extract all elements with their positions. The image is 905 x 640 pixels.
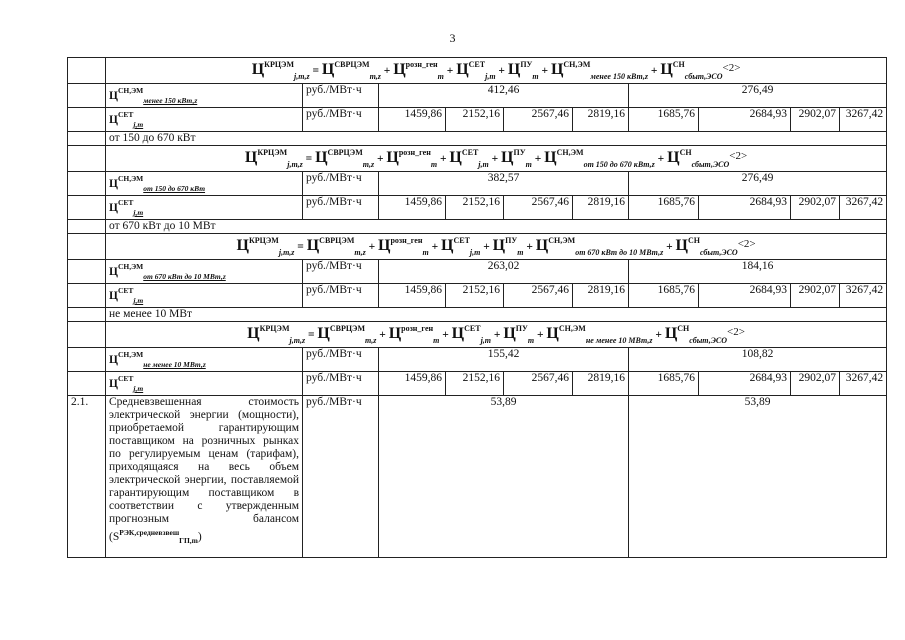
num-cell-empty xyxy=(68,84,106,108)
formula-term-rozn-gen: $Ц^{розн\_ген}_m$ xyxy=(386,148,438,169)
num-cell-empty xyxy=(68,146,106,172)
formula-term-rozn-gen: $Ц^{розн\_ген}_m$ xyxy=(393,60,444,81)
cn-em-value-1: 263,02 xyxy=(379,260,629,284)
unit-cell: руб./МВт·ч xyxy=(303,348,379,372)
cn-em-value-1: 382,57 xyxy=(379,172,629,196)
formula: $Ц^{КРЦЭМ}_{j,m,z} = Ц^{СВРЦЭМ}_{m,z} + Ц^{розн\_ген}_m + Ц^{СЕТ}_{j,m} + Ц^{ПУ}_m + Ц^{СН,ЭМ}_{менее 150 кВт,z} + Ц^{СН}_{сбыт,ЭСО}<2>$ xyxy=(106,58,887,84)
cn-em-row xyxy=(68,348,887,372)
set-value-cell: 2819,16 xyxy=(573,372,629,396)
formula-term-svrcem: $Ц^{СВРЦЭМ}_{m,z}$ xyxy=(315,148,375,169)
unit-cell: руб./МВт·ч xyxy=(303,260,379,284)
cn-em-row xyxy=(68,260,887,284)
set-value-cell: 2684,93 xyxy=(699,108,791,132)
formula-term-rozn-gen: $Ц^{розн\_ген}_m$ xyxy=(378,236,429,257)
formula-term-svrcem: $Ц^{СВРЦЭМ}_{m,z}$ xyxy=(317,324,377,345)
cn-em-label: $Ц^{СН,ЭМ}_{от 150 до 670 кВт}$ xyxy=(106,172,303,196)
formula-term-pu: $Ц^{ПУ}_m$ xyxy=(492,236,524,257)
unit-cell: руб./МВт·ч xyxy=(303,108,379,132)
cn-em-label: $Ц^{СН,ЭМ}_{от 670 кВт до 10 МВт,z}$ xyxy=(106,260,303,284)
formula-term-svrcem: $Ц^{СВРЦЭМ}_{m,z}$ xyxy=(321,60,381,81)
formula-term-set: $Ц^{СЕТ}_{j,m}$ xyxy=(449,148,489,169)
cn-em-value-2: 108,82 xyxy=(629,348,887,372)
set-value-cell: 2152,16 xyxy=(446,284,504,308)
set-value-cell: 2819,16 xyxy=(573,284,629,308)
range-row xyxy=(68,220,887,234)
cn-em-value-2: 184,16 xyxy=(629,260,887,284)
set-value-cell: 3267,42 xyxy=(840,196,887,220)
unit-cell: руб./МВт·ч xyxy=(303,84,379,108)
formula-term-set: $Ц^{СЕТ}_{j,m}$ xyxy=(451,324,492,345)
unit-cell: руб./МВт·ч xyxy=(303,172,379,196)
formula-term-cn-em: $Ц^{СН,ЭМ}_{менее 150 кВт,z}$ xyxy=(550,60,648,81)
set-label: $Ц^{СЕТ}_{j,m}$ xyxy=(106,284,303,308)
formula-term-cn-em: $Ц^{СН,ЭМ}_{от 150 до 670 кВт,z}$ xyxy=(544,148,655,169)
set-value-cell: 2902,07 xyxy=(791,284,840,308)
formula: $Ц^{КРЦЭМ}_{j,m,z} = Ц^{СВРЦЭМ}_{m,z} + Ц^{розн\_ген}_m + Ц^{СЕТ}_{j,m} + Ц^{ПУ}_m + Ц^{СН,ЭМ}_{от 670 кВт до 10 МВт,z} + Ц^{СН}_{сбыт,ЭСО}<2>$ xyxy=(106,234,887,260)
unit-cell: руб./МВт·ч xyxy=(303,396,379,558)
formula-term-set: $Ц^{СЕТ}_{j,m}$ xyxy=(441,236,481,257)
set-value-cell: 1459,86 xyxy=(379,284,446,308)
cn-em-value-1: 412,46 xyxy=(379,84,629,108)
set-value-cell: 1459,86 xyxy=(379,196,446,220)
row-2-1 xyxy=(68,396,887,558)
formula: $Ц^{КРЦЭМ}_{j,m,z} = Ц^{СВРЦЭМ}_{m,z} + Ц^{розн\_ген}_m + Ц^{СЕТ}_{j,m} + Ц^{ПУ}_m + Ц^{СН,ЭМ}_{от 150 до 670 кВт,z} + Ц^{СН}_{сбыт,ЭСО}<2>$ xyxy=(106,146,887,172)
num-cell-empty xyxy=(68,172,106,196)
num-cell-empty xyxy=(68,372,106,396)
num-cell-empty xyxy=(68,196,106,220)
num-cell-empty xyxy=(68,220,106,234)
formula-term-rozn-gen: $Ц^{розн\_ген}_m$ xyxy=(388,324,440,345)
set-label: $Ц^{СЕТ}_{j,m}$ xyxy=(106,108,303,132)
set-value-cell: 2152,16 xyxy=(446,196,504,220)
formula-row xyxy=(68,58,887,84)
set-value-cell: 1685,76 xyxy=(629,196,699,220)
set-value-cell: 2567,46 xyxy=(504,372,573,396)
formula-lhs: $Ц^{КРЦЭМ}_{j,m,z}$ xyxy=(251,60,310,81)
cn-em-label: $Ц^{СН,ЭМ}_{не менее 10 МВт,z}$ xyxy=(106,348,303,372)
set-value-cell: 2902,07 xyxy=(791,108,840,132)
tariff-table xyxy=(67,57,887,558)
set-value-cell: 2567,46 xyxy=(504,196,573,220)
formula-term-svrcem: $Ц^{СВРЦЭМ}_{m,z}$ xyxy=(306,236,366,257)
cn-em-row xyxy=(68,84,887,108)
cn-em-label: $Ц^{СН,ЭМ}_{менее 150 кВт,z}$ xyxy=(106,84,303,108)
num-cell-empty xyxy=(68,132,106,146)
cn-em-value-1: 155,42 xyxy=(379,348,629,372)
set-value-cell: 2902,07 xyxy=(791,196,840,220)
set-value-cell: 2902,07 xyxy=(791,372,840,396)
formula-row xyxy=(68,146,887,172)
unit-cell: руб./МВт·ч xyxy=(303,284,379,308)
formula-term-cn-sbyt: $Ц^{СН}_{сбыт,ЭСО}$ xyxy=(660,60,723,81)
set-value-cell: 2684,93 xyxy=(699,284,791,308)
num-cell-empty xyxy=(68,308,106,322)
row-number: 2.1. xyxy=(68,396,106,558)
formula-term-set: $Ц^{СЕТ}_{j,m}$ xyxy=(456,60,496,81)
formula-term-pu: $Ц^{ПУ}_m$ xyxy=(507,60,539,81)
num-cell-empty xyxy=(68,234,106,260)
row-2-1-value-1: 53,89 xyxy=(379,396,629,558)
cn-em-row xyxy=(68,172,887,196)
formula-term-cn-em: $Ц^{СН,ЭМ}_{не менее 10 МВт,z}$ xyxy=(546,324,653,345)
row-2-1-value-2: 53,89 xyxy=(629,396,887,558)
num-cell-empty xyxy=(68,322,106,348)
num-cell-empty xyxy=(68,284,106,308)
formula-row xyxy=(68,234,887,260)
num-cell-empty xyxy=(68,58,106,84)
set-value-cell: 1459,86 xyxy=(379,372,446,396)
num-cell-empty xyxy=(68,348,106,372)
set-row xyxy=(68,196,887,220)
cn-em-value-2: 276,49 xyxy=(629,84,887,108)
formula-lhs: $Ц^{КРЦЭМ}_{j,m,z}$ xyxy=(236,236,295,257)
cn-em-value-2: 276,49 xyxy=(629,172,887,196)
set-value-cell: 2152,16 xyxy=(446,108,504,132)
formula-term-cn-sbyt: $Ц^{СН}_{сбыт,ЭСО}$ xyxy=(675,236,738,257)
range-label: от 670 кВт до 10 МВт xyxy=(106,220,887,234)
set-row xyxy=(68,284,887,308)
range-label: от 150 до 670 кВт xyxy=(106,132,887,146)
set-value-cell: 3267,42 xyxy=(840,284,887,308)
set-value-cell: 2684,93 xyxy=(699,372,791,396)
formula-lhs: $Ц^{КРЦЭМ}_{j,m,z}$ xyxy=(244,148,303,169)
range-label: не менее 10 МВт xyxy=(106,308,887,322)
range-row xyxy=(68,308,887,322)
set-label: $Ц^{СЕТ}_{j,m}$ xyxy=(106,196,303,220)
set-row xyxy=(68,108,887,132)
set-value-cell: 3267,42 xyxy=(840,372,887,396)
num-cell-empty xyxy=(68,108,106,132)
set-label: $Ц^{СЕТ}_{j,m}$ xyxy=(106,372,303,396)
set-value-cell: 2567,46 xyxy=(504,284,573,308)
set-value-cell: 1685,76 xyxy=(629,284,699,308)
set-value-cell: 2567,46 xyxy=(504,108,573,132)
set-value-cell: 2819,16 xyxy=(573,108,629,132)
formula-lhs: $Ц^{КРЦЭМ}_{j,m,z}$ xyxy=(247,324,306,345)
set-value-cell: 2684,93 xyxy=(699,196,791,220)
unit-cell: руб./МВт·ч xyxy=(303,196,379,220)
set-value-cell: 1459,86 xyxy=(379,108,446,132)
formula: $Ц^{КРЦЭМ}_{j,m,z} = Ц^{СВРЦЭМ}_{m,z} + Ц^{розн\_ген}_m + Ц^{СЕТ}_{j,m} + Ц^{ПУ}_m + Ц^{СН,ЭМ}_{не менее 10 МВт,z} + Ц^{СН}_{сбыт,ЭСО}<2>$ xyxy=(106,322,887,348)
set-row xyxy=(68,372,887,396)
set-value-cell: 3267,42 xyxy=(840,108,887,132)
formula-term-pu: $Ц^{ПУ}_m$ xyxy=(501,148,532,169)
set-value-cell: 2152,16 xyxy=(446,372,504,396)
set-value-cell: 1685,76 xyxy=(629,108,699,132)
row-description: Средневзвешенная стоимость электрической энергии (мощности), приобретаемой гарантирующим поставщиком на розничных рынках по регулируемым ценам (тарифам), приходящаяся на весь объем электрической энергии, поставляемой гарантирующим поставщиком в соответствии с утвержденным прогнозным балансом $(S^{РЭК,средневзвеш}_{ГП,m})$ xyxy=(106,396,303,558)
num-cell-empty xyxy=(68,260,106,284)
range-row xyxy=(68,132,887,146)
formula-term-cn-sbyt: $Ц^{СН}_{сбыт,ЭСО}$ xyxy=(664,324,728,345)
unit-cell: руб./МВт·ч xyxy=(303,372,379,396)
formula-term-cn-sbyt: $Ц^{СН}_{сбыт,ЭСО}$ xyxy=(667,148,730,169)
formula-term-cn-em: $Ц^{СН,ЭМ}_{от 670 кВт до 10 МВт,z}$ xyxy=(535,236,664,257)
formula-row xyxy=(68,322,887,348)
set-value-cell: 1685,76 xyxy=(629,372,699,396)
formula-term-pu: $Ц^{ПУ}_m$ xyxy=(503,324,535,345)
set-value-cell: 2819,16 xyxy=(573,196,629,220)
page-number: 3 xyxy=(449,31,456,45)
